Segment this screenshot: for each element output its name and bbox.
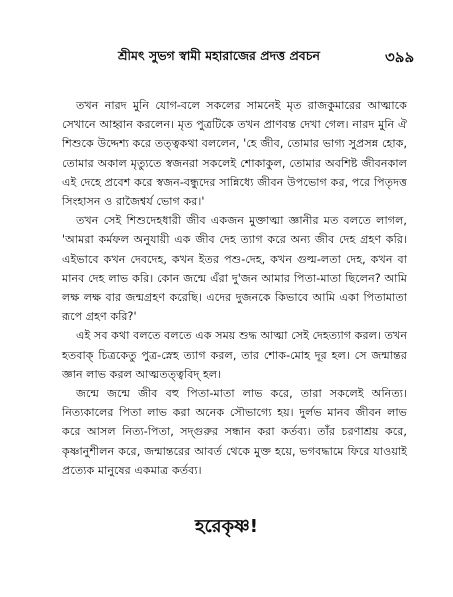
closing-phrase: হরেকৃষ্ণ! bbox=[194, 516, 259, 537]
running-title: শ্রীমৎ সুভগ স্বামী মহারাজের প্রদত্ত প্রবচন bbox=[118, 48, 320, 63]
paragraph: তখন সেই শিশুদেহধারী জীব একজন মুক্তাত্মা জ্ঞানীর মত বলতে লাগল, 'আমরা কর্মফল অনুযায়ী এক জীব দেহ ত্যাগ করে অন্য জীব দেহ গ্রহণ করি। এইভাবে কখন দেবদেহ, কখন ইতর পশু-দেহ, কখন গুল্ম-লতা দেহ, কখন বা মানব দেহ লাভ করি। কোন জন্মে এঁরা দু'জন আমার পিতা-মাতা ছিলেন? আমি লক্ষ লক্ষ বার জন্মগ্রহণ করেছি। এদের দুজনকে কিভাবে আমি একা পিতামাতা রূপে গ্রহণ করি?' bbox=[62, 214, 407, 324]
paragraph: তখন নারদ মুনি যোগ-বলে সকলের সামনেই মৃত রাজকুমারের আত্মাকে সেখানে আহ্বান করলেন। মৃত পুত্রটিকে তখন প্রাণবন্ত দেখা গেল। নারদ মুনি ঐ শিশুকে উদ্দেশ্য করে তত্ত্বকথা বললেন, 'হে জীব, তোমার ভাগ্য সুপ্রসন্ন হোক, তোমার অকাল মৃত্যুতে স্বজনরা সকলেই শোকাকুল, তোমার অবশিষ্ট জীবনকাল এই দেহে প্রবেশ করে স্বজন-বন্ধুদের সান্নিধ্যে জীবন উপভোগ কর, পরে পিতৃদত্ত সিংহাসন ও রাজৈশ্বর্য ভোগ কর।' bbox=[62, 99, 407, 209]
page-header bbox=[0, 48, 453, 70]
body-text bbox=[62, 96, 407, 480]
paragraph: এই সব কথা বলতে বলতে এক সময় শুদ্ধ আত্মা সেই দেহত্যাগ করল। তখন হতবাক্ চিত্রকেতু পুত্র-স্নেহ ত্যাগ করল, তার শোক-মোহ দূর হল। সে জন্মান্তর জ্ঞান লাভ করল আত্মতত্ত্ববিদ্ হল। bbox=[62, 329, 407, 381]
paragraph: জন্মে জন্মে জীব বহু পিতা-মাতা লাভ করে, তারা সকলেই অনিত্য। নিত্যকালের পিতা লাভ করা অনেক সৌভাগ্যে হয়। দুর্লভ মানব জীবন লাভ করে আসল নিত্য-পিতা, সদ্গুরুর সন্ধান করা কর্তব্য। তাঁর চরণাশ্রয় করে, কৃষ্ণানুশীলন করে, জন্মান্তরের আবর্ত থেকে মুক্ত হয়ে, ভগবদ্ধামে ফিরে যাওয়াই প্রত্যেক মানুষের একমাত্র কর্তব্য। bbox=[62, 387, 407, 477]
page-number: ৩৯৯ bbox=[385, 48, 415, 66]
